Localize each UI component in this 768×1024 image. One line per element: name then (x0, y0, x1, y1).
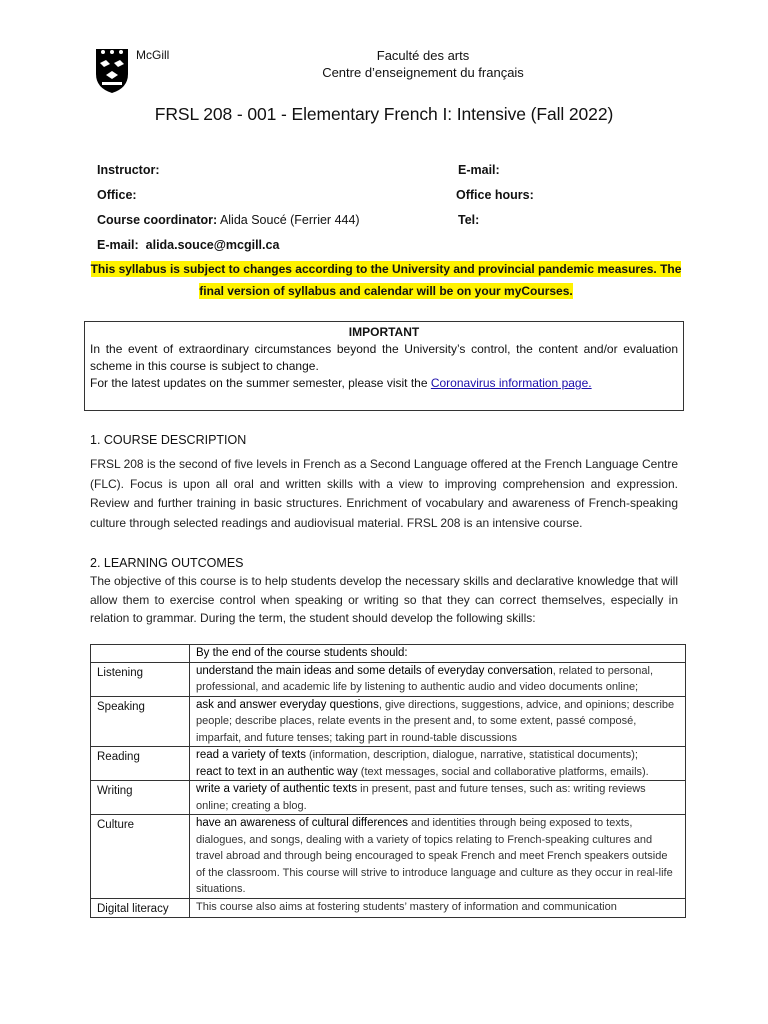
skill-description: understand the main ideas and some details of everyday conversation, related to personal, professional, and academic life by listening to authentic audio and video documents online; (190, 662, 686, 696)
instructor-label: Instructor: (97, 163, 160, 177)
table-header: By the end of the course students should: (190, 645, 686, 663)
faculty-name: Faculté des arts (376, 48, 470, 63)
coordinator-line: Course coordinator: Alida Soucé (Ferrier 444) (97, 213, 360, 227)
course-title: FRSL 208 - 001 - Elementary French I: Intensive (Fall 2022) (154, 104, 614, 124)
table-row (91, 662, 686, 696)
right-email-label: E-mail: (458, 163, 500, 177)
important-updates: For the latest updates on the summer semester, please visit the Coronavirus information page. (90, 376, 592, 390)
course-description-heading: 1. COURSE DESCRIPTION (90, 433, 247, 447)
email-line: E-mail: alida.souce@mcgill.ca (97, 238, 280, 252)
skill-label: Writing (91, 781, 190, 815)
office-label: Office: (97, 188, 137, 202)
skill-description: have an awareness of cultural differences and identities through being exposed to texts, dialogues, and songs, dealing with a variety of topics relating to French-speaking cultures and travel abroad and through being encouraged to speak French and meet French speakers outside of the classroom. This course will strive to introduce language and culture as they occur in real-life situations. (190, 815, 686, 899)
important-box (84, 321, 684, 411)
table-row (91, 747, 686, 781)
pandemic-notice-line1: This syllabus is subject to changes according to the University and provincial pandemic measures. The (90, 262, 682, 276)
centre-name: Centre d’enseignement du français (322, 65, 524, 80)
office-hours-label: Office hours: (456, 188, 534, 202)
table-row (91, 781, 686, 815)
table-row (91, 898, 686, 918)
skill-description: write a variety of authentic texts in present, past and future tenses, such as: writing reviews online; creating a blog. (190, 781, 686, 815)
skill-description: read a variety of texts (information, description, dialogue, narrative, statistical documents); react to text in an authentic way (text messages, social and collaborative platforms, emails). (190, 747, 686, 781)
skill-description: This course also aims at fostering students’ mastery of information and communication (190, 898, 686, 918)
learning-outcomes-heading: 2. LEARNING OUTCOMES (90, 556, 244, 570)
skill-label: Digital literacy (91, 898, 190, 918)
coronavirus-info-link[interactable]: Coronavirus information page. (430, 376, 592, 390)
skill-description: ask and answer everyday questions, give directions, suggestions, advice, and opinions; describe people; describe places, relate events in the present and, to some extent, passé composé, imparfait, and future tenses; taking part in round-table discussions (190, 696, 686, 747)
tel-label: Tel: (458, 213, 480, 227)
logo-text: McGill (136, 48, 170, 62)
skill-label: Speaking (91, 696, 190, 747)
important-text: In the event of extraordinary circumstances beyond the University’s control, the content and/or evaluation scheme in this course is subject to change. (90, 342, 678, 373)
skill-label: Listening (91, 662, 190, 696)
coordinator-email: alida.souce@mcgill.ca (145, 238, 280, 252)
table-row (91, 696, 686, 747)
learning-outcomes-text: The objective of this course is to help students develop the necessary skills and declarative knowledge that will allow them to exercise control when speaking or writing so that they can correct themselves, especially in relation to grammar. During the term, the student should develop the following skills: (90, 574, 678, 625)
skills-table (90, 644, 686, 918)
skill-label: Reading (91, 747, 190, 781)
course-description-text: FRSL 208 is the second of five levels in French as a Second Language offered at the French Language Centre (FLC). Focus is upon all oral and written skills with a view to improving comprehension and expression. Review and further training in basic structures. Enrichment of vocabulary and awareness of French-speaking culture through selected readings and audiovisual material. FRSL 208 is an intensive course. (90, 457, 678, 530)
pandemic-notice-line2: final version of syllabus and calendar will be on your myCourses. (199, 284, 573, 298)
skill-label: Culture (91, 815, 190, 899)
important-heading: IMPORTANT (348, 325, 420, 339)
table-row (91, 815, 686, 899)
table-header-row (91, 645, 686, 663)
